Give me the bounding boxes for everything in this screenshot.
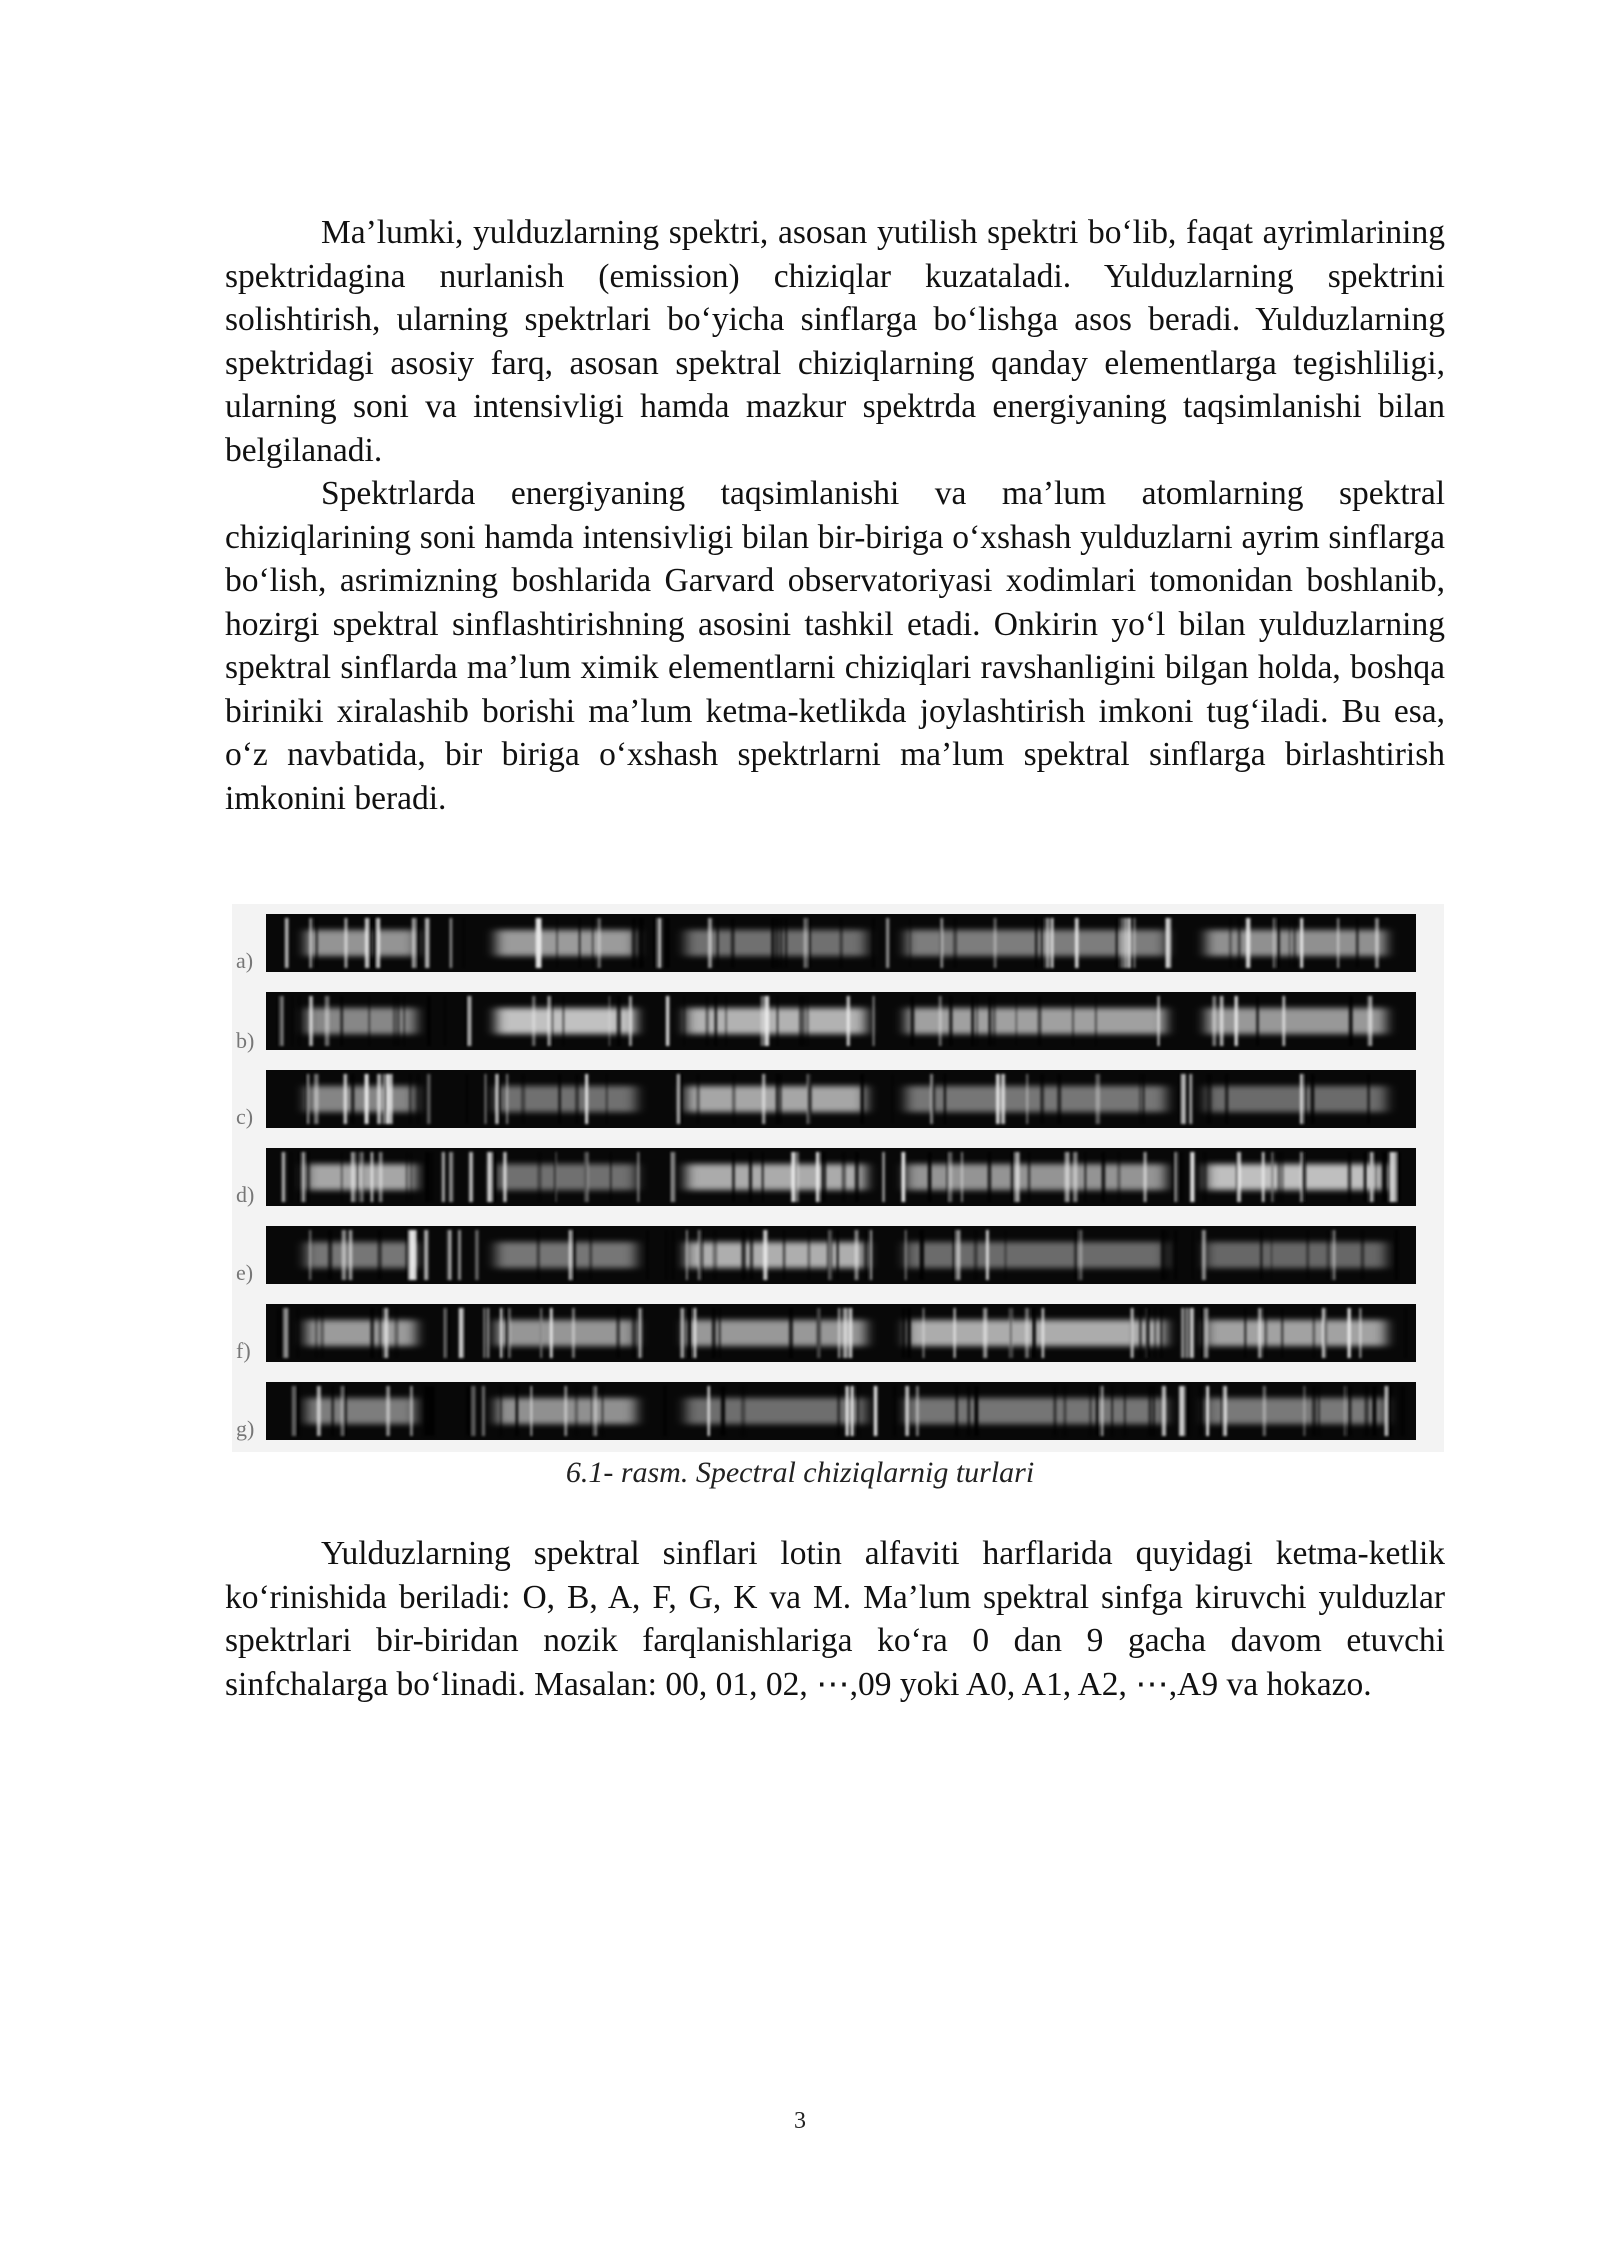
spectrum-strip (266, 914, 1416, 972)
spectrum-label: e) (236, 1260, 254, 1285)
spectra-figure (232, 904, 1444, 1452)
figure-caption: 6.1- rasm. Spectral chiziqlarnig turlari (565, 1456, 1035, 1489)
spectrum-label: f) (236, 1338, 251, 1363)
spectrum-strip (266, 1070, 1416, 1128)
spectrum-label: g) (236, 1416, 255, 1441)
paragraph: Spektrlarda energiyaning taqsimlanishi va ma’lum atomlarning spektral chiziqlarining soni hamda intensivligi bilan bir-biriga o‘xshash yulduzlarni ayrim sinflarga bo‘lish, asrimizning boshlarida Garvard observatoriyasi xodimlari tomonidan boshlanib, hozirgi spektral sinflashtirishning asosini tashkil etadi. Onkirin yo‘l bilan yulduzlarning spektral sinflarda ma’lum ximik elementlarni chiziqlari ravshanligini bilgan holda, boshqa biriniki xiralashib borishi ma’lum ketma-ketlikda joylashtirish imkoni tug‘iladi. Bu esa, o‘z navbatida, bir biriga o‘xshash spektrlarni ma’lum spektral sinflarga birlashtirish imkonini beradi. (225, 475, 1445, 817)
spectrum-strip (266, 1304, 1416, 1362)
spectra-image (232, 904, 1444, 1452)
spectrum-label: a) (236, 948, 254, 973)
paragraph: Yulduzlarning spektral sinflari lotin alfaviti harflarida quyidagi ketma-ketlik ko‘rinishida beriladi: O, B, A, F, G, K va M. Ma’lum spektral sinfga kiruvchi yulduzlar spektrlari bir-biridan nozik farqlanishlariga ko‘ra 0 dan 9 gacha davom etuvchi sinfchalarga bo‘linadi. Masalan: 00, 01, 02, ⋯,09 yoki A0, A1, A2, ⋯,A9 va hokazo. (225, 1535, 1445, 1703)
spectrum-label: b) (236, 1028, 255, 1053)
spectrum-strip (266, 1382, 1416, 1440)
paragraph: Ma’lumki, yulduzlarning spektri, asosan yutilish spektri bo‘lib, faqat ayrimlarining spektridagina nurlanish (emission) chiziqlar kuzataladi. Yulduzlarning spektrini solishtirish, ularning spektrlari bo‘yicha sinflarga bo‘lishga asos beradi. Yulduzlarning spektridagi asosiy farq, asosan spektral chiziqlarning qanday elementlarga tegishliligi, ularning soni va intensivligi hamda mazkur spektrda energiyaning taqsimlanishi bilan belgilanadi. (225, 214, 1445, 469)
spectrum-strip (266, 992, 1416, 1050)
text-block-bottom (225, 1532, 1445, 1706)
page-number: 3 (794, 2108, 806, 2134)
spectrum-label: d) (236, 1182, 255, 1207)
spectrum-strip (266, 1148, 1416, 1206)
spectrum-label: c) (236, 1104, 254, 1129)
spectrum-strip (266, 1226, 1416, 1284)
text-block-top (225, 211, 1445, 820)
